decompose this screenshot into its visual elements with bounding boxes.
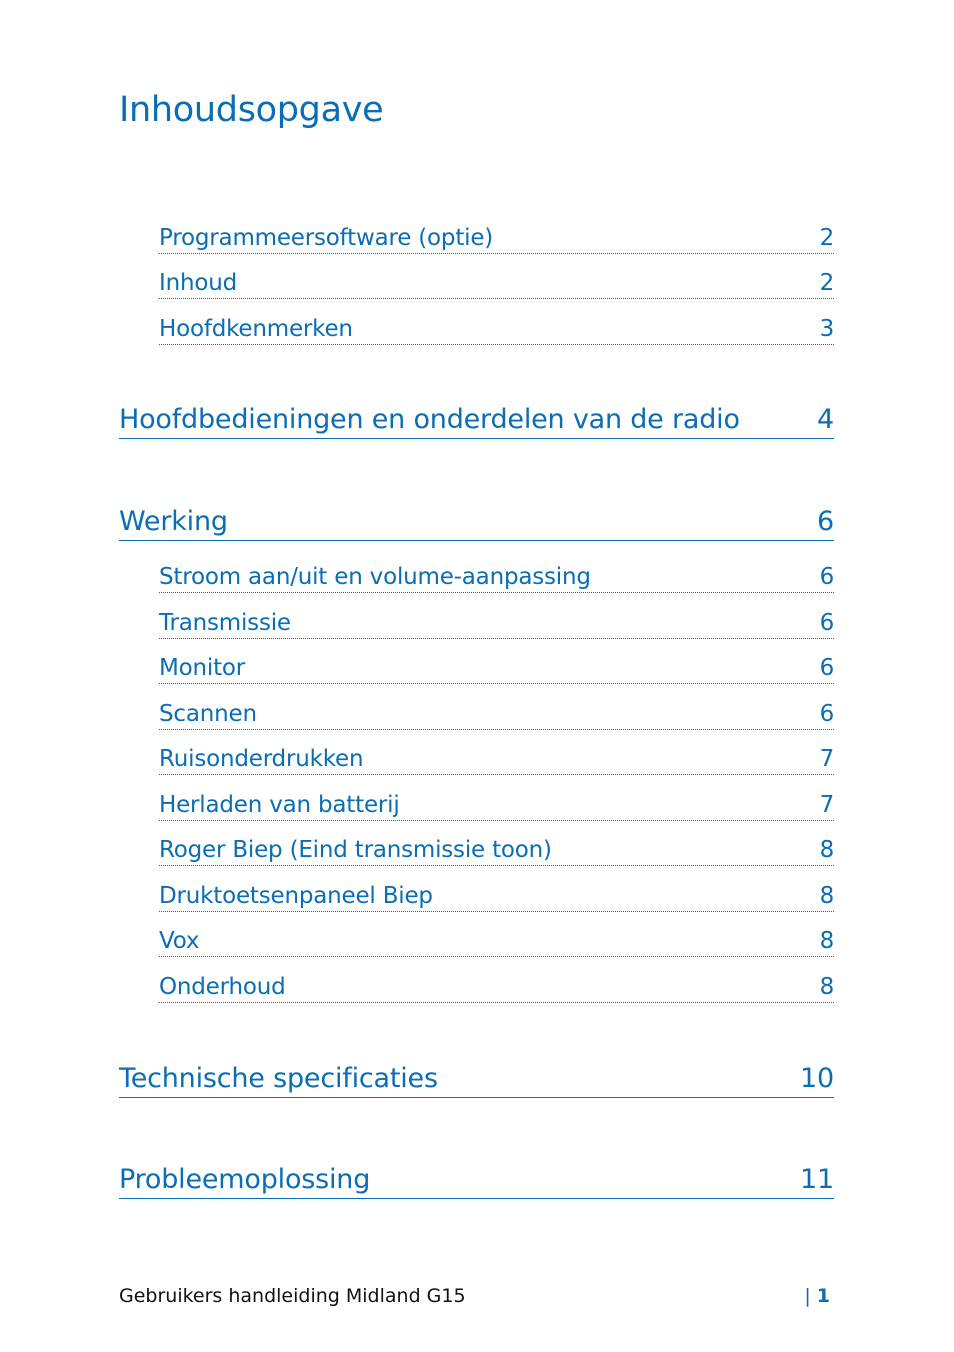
toc-entry-onderhoud[interactable] bbox=[159, 973, 834, 1003]
footer-separator: | bbox=[804, 1285, 811, 1307]
toc-entry-vox[interactable] bbox=[159, 927, 834, 957]
toc-entry-label: Ruisonderdrukken bbox=[159, 746, 364, 772]
toc-entry-label: Roger Biep (Eind transmissie toon) bbox=[159, 837, 552, 863]
footer-manual-title: Gebruikers handleiding Midland G15 bbox=[119, 1285, 466, 1307]
toc-entry-ruisonderdrukken[interactable] bbox=[159, 745, 834, 775]
toc-entry-transmissie[interactable] bbox=[159, 609, 834, 639]
toc-section-label: Hoofdbedieningen en onderdelen van de radio bbox=[119, 404, 740, 435]
toc-entry-stroom[interactable] bbox=[159, 563, 834, 593]
toc-entry-page: 2 bbox=[819, 270, 834, 296]
toc-entry-inhoud[interactable] bbox=[159, 269, 834, 299]
toc-entry-programmeersoftware[interactable] bbox=[159, 224, 834, 254]
toc-entry-hoofdkenmerken[interactable] bbox=[159, 315, 834, 345]
toc-entry-label: Vox bbox=[159, 928, 200, 954]
toc-entry-label: Onderhoud bbox=[159, 974, 286, 1000]
footer-page: 1 bbox=[816, 1285, 830, 1307]
toc-entry-label: Scannen bbox=[159, 701, 257, 727]
toc-entry-label: Monitor bbox=[159, 655, 246, 681]
toc-entry-page: 8 bbox=[819, 883, 834, 909]
toc-entry-page: 6 bbox=[819, 701, 834, 727]
toc-entry-page: 3 bbox=[819, 316, 834, 342]
toc-entry-page: 8 bbox=[819, 928, 834, 954]
toc-entry-page: 8 bbox=[819, 837, 834, 863]
toc-section-probleemoplossing[interactable] bbox=[119, 1161, 834, 1199]
toc-entry-page: 6 bbox=[819, 610, 834, 636]
toc-entry-label: Inhoud bbox=[159, 270, 237, 296]
toc-section-label: Werking bbox=[119, 506, 228, 537]
toc-entry-herladen[interactable] bbox=[159, 791, 834, 821]
toc-section-werking[interactable] bbox=[119, 503, 834, 541]
toc-section-page: 4 bbox=[817, 404, 834, 435]
toc-section-label: Probleemoplossing bbox=[119, 1164, 371, 1195]
toc-section-technische-specificaties[interactable] bbox=[119, 1060, 834, 1098]
toc-entry-page: 8 bbox=[819, 974, 834, 1000]
toc-entry-page: 6 bbox=[819, 655, 834, 681]
page-title: Inhoudsopgave bbox=[119, 90, 384, 130]
footer-page-number bbox=[804, 1285, 830, 1307]
toc-section-hoofdbedieningen[interactable] bbox=[119, 401, 834, 439]
toc-entry-page: 7 bbox=[819, 792, 834, 818]
toc-entry-druktoetsenpaneel[interactable] bbox=[159, 882, 834, 912]
toc-entry-page: 6 bbox=[819, 564, 834, 590]
toc-section-page: 11 bbox=[800, 1164, 834, 1195]
toc-section-page: 10 bbox=[800, 1063, 834, 1094]
toc-entry-scannen[interactable] bbox=[159, 700, 834, 730]
toc-section-label: Technische specificaties bbox=[119, 1063, 438, 1094]
toc-entry-label: Druktoetsenpaneel Biep bbox=[159, 883, 433, 909]
toc-entry-label: Herladen van batterij bbox=[159, 792, 400, 818]
toc-entry-roger-biep[interactable] bbox=[159, 836, 834, 866]
toc-entry-label: Stroom aan/uit en volume-aanpassing bbox=[159, 564, 591, 590]
toc-entry-page: 7 bbox=[819, 746, 834, 772]
toc-entry-label: Programmeersoftware (optie) bbox=[159, 225, 494, 251]
toc-entry-label: Transmissie bbox=[159, 610, 291, 636]
toc-entry-monitor[interactable] bbox=[159, 654, 834, 684]
toc-section-page: 6 bbox=[817, 506, 834, 537]
toc-entry-label: Hoofdkenmerken bbox=[159, 316, 353, 342]
toc-entry-page: 2 bbox=[819, 225, 834, 251]
